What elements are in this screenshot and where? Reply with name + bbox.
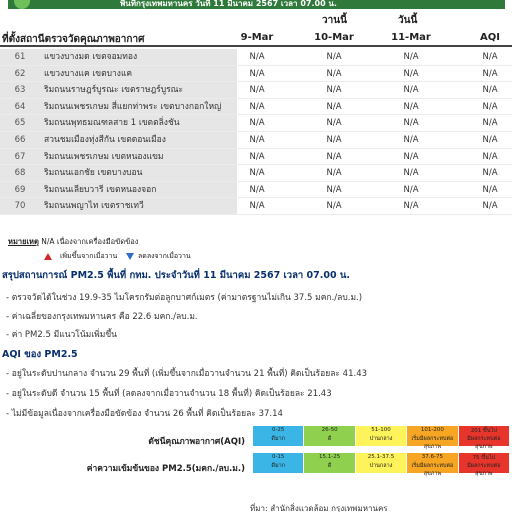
column-header: 9-Mar (240, 32, 274, 43)
station-number: 69 (0, 182, 40, 198)
station-name: แขวงบางมด เขตจอมทอง (40, 49, 237, 65)
column-header: 11-Mar (391, 32, 431, 43)
table-row (0, 99, 512, 116)
station-value: N/A (482, 168, 498, 179)
station-value: N/A (403, 151, 419, 162)
station-value: N/A (249, 118, 265, 129)
aqi-title: AQI ของ PM2.5 (2, 349, 78, 360)
station-name: ริมถนนพุทธมณฑลสาย 1 เขตตลิ่งชัน (40, 115, 237, 131)
station-number: 63 (0, 82, 40, 98)
station-value: N/A (482, 101, 498, 112)
station-value: N/A (482, 151, 498, 162)
station-number: 66 (0, 132, 40, 148)
summary-bullet: - ค่าเฉลี่ยของกรุงเทพมหานคร คือ 22.6 มคก./ลบ.ม. (6, 312, 198, 322)
up-triangle-icon (44, 253, 52, 260)
station-value: N/A (249, 201, 265, 212)
note-text: N/A เนื่องจากเครื่องมือขัดข้อง (41, 237, 139, 246)
aqi-bullet: - ไม่มีข้อมูลเนื่องจากเครื่องมือขัดข้อง จำนวน 26 พื้นที่ คิดเป็นร้อยละ 37.14 (6, 409, 283, 419)
station-name: ริมถนนเพชรเกษม เขตหนองแขม (40, 149, 237, 165)
station-value: N/A (249, 101, 265, 112)
aqi-scale-label: ดัชนีคุณภาพอากาศ(AQI) (148, 437, 245, 447)
summary-bullet: - ตรวจวัดได้ในช่วง 19.9-35 ไมโครกรัมต่อลูกบาศก์เมตร (ค่ามาตรฐานไม่เกิน 37.5 มคก./ลบ.ม.) (6, 293, 363, 303)
station-number: 67 (0, 149, 40, 165)
pm-scale-label: ค่าความเข้มข้นของ PM2.5(มคก./ลบ.ม.) (86, 464, 245, 474)
aqi-scale-range: 26-50 (321, 427, 338, 433)
station-name: ริมถนนเอกชัย เขตบางบอน (40, 165, 237, 181)
station-name: ริมถนนเพชรเกษม สี่แยกท่าพระ เขตบางกอกใหญ่ (40, 99, 237, 115)
aqi-scale-segment (356, 426, 407, 446)
station-number: 70 (0, 198, 40, 214)
aqi-scale-desc: ดีมาก (271, 436, 286, 442)
column-header: AQI (480, 32, 500, 43)
station-value: N/A (482, 118, 498, 129)
station-value: N/A (403, 168, 419, 179)
legend-down (126, 251, 191, 262)
station-name: ริมถนนเลียบวารี เขตหนองจอก (40, 182, 237, 198)
station-name: ริมถนนพญาไท เขตราชเทวี (40, 198, 237, 214)
station-value: N/A (403, 118, 419, 129)
legend-up (44, 251, 117, 262)
station-value: N/A (403, 52, 419, 62)
pm-scale-range: 75 ขึ้นไป (472, 455, 496, 461)
station-number: 62 (0, 66, 40, 82)
note (8, 236, 138, 248)
station-value: N/A (326, 184, 342, 195)
station-number: 64 (0, 99, 40, 115)
station-name: แขวงบางแค เขตบางแค (40, 66, 237, 82)
table-row (0, 49, 512, 66)
aqi-scale (253, 426, 510, 450)
pm-scale-segment (459, 453, 510, 477)
pm-scale-segment (304, 453, 355, 473)
pm-scale (253, 453, 510, 477)
station-value: N/A (482, 184, 498, 195)
down-triangle-icon (126, 253, 134, 260)
summary-bullet: - ค่า PM2.5 มีแนวโน้มเพิ่มขึ้น (6, 330, 117, 340)
aqi-scale-desc: ปานกลาง (369, 436, 393, 442)
station-value: N/A (326, 151, 342, 162)
station-value: N/A (403, 68, 419, 79)
table-row (0, 66, 512, 83)
station-value: N/A (403, 184, 419, 195)
aqi-scale-desc: ดี (327, 436, 332, 442)
station-value: N/A (326, 85, 342, 96)
pm-scale-range: 25.1-37.5 (367, 454, 395, 460)
pm-scale-desc: มีผลกระทบต่อสุขภาพ (467, 463, 501, 477)
station-value: N/A (249, 184, 265, 195)
station-table (0, 49, 512, 215)
station-value: N/A (326, 168, 342, 179)
station-value: N/A (249, 68, 265, 79)
table-row (0, 165, 512, 182)
station-number: 68 (0, 165, 40, 181)
pm-scale-range: 15.1-25 (318, 454, 341, 460)
aqi-scale-desc: เริ่มมีผลกระทบต่อสุขภาพ (411, 436, 454, 450)
station-value: N/A (326, 118, 342, 129)
station-value: N/A (403, 85, 419, 96)
aqi-scale-range: 201 ขึ้นไป (470, 428, 497, 434)
pm-scale-desc: ดี (327, 463, 332, 469)
station-value: N/A (482, 68, 498, 79)
station-number: 61 (0, 49, 40, 65)
station-number: 65 (0, 115, 40, 131)
pm-scale-segment (356, 453, 407, 473)
pm-scale-desc: ดีมาก (271, 463, 286, 469)
pm-scale-segment (253, 453, 304, 473)
top-banner-text: พื้นที่กรุงเทพมหานคร วันที่ 11 มีนาคม 2567 เวลา 07.00 น. (120, 0, 337, 8)
table-row (0, 149, 512, 166)
aqi-scale-segment (459, 426, 510, 450)
today-label: วันนี้ (398, 15, 418, 26)
summary-title: สรุปสถานการณ์ PM2.5 พื้นที่ กทม. ประจำวันที่ 11 มีนาคม 2567 เวลา 07.00 น. (2, 270, 351, 281)
station-value: N/A (326, 101, 342, 112)
station-value: N/A (326, 134, 342, 145)
top-banner (0, 0, 512, 9)
pm-scale-desc: ปานกลาง (369, 463, 393, 469)
pm-scale-desc: เริ่มมีผลกระทบต่อสุขภาพ (411, 463, 454, 477)
table-row (0, 198, 512, 215)
station-value: N/A (249, 85, 265, 96)
station-value: N/A (249, 151, 265, 162)
station-value: N/A (482, 134, 498, 145)
station-heading: ที่ตั้งสถานีตรวจวัดคุณภาพอากาศ (2, 34, 145, 45)
station-value: N/A (249, 168, 265, 179)
aqi-bullet: - อยู่ในระดับปานกลาง จำนวน 29 พื้นที่ (เพิ่มขึ้นจากเมื่อวานจำนวน 21 พื้นที่) คิดเป็นร้อยละ 41.43 (6, 369, 368, 379)
aqi-scale-segment (304, 426, 355, 446)
station-value: N/A (326, 52, 342, 62)
station-value: N/A (326, 68, 342, 79)
aqi-scale-segment (253, 426, 304, 446)
note-label: หมายเหตุ (8, 237, 39, 246)
aqi-scale-range: 51-100 (371, 427, 391, 433)
pm-scale-range: 0-15 (271, 454, 285, 460)
station-value: N/A (482, 52, 498, 62)
table-row (0, 82, 512, 99)
yesterday-label: วานนี้ (322, 15, 347, 26)
station-value: N/A (403, 101, 419, 112)
footer-text: ที่มา: สำนักสิ่งแวดล้อม กรุงเทพมหานคร (250, 504, 388, 512)
legend-down-text: ลดลงจากเมื่อวาน (138, 252, 191, 260)
station-value: N/A (482, 201, 498, 212)
station-value: N/A (326, 201, 342, 212)
pm-scale-range: 37.6-75 (421, 454, 444, 460)
aqi-scale-range: 101-200 (420, 427, 444, 433)
aqi-bullet: - อยู่ในระดับดี จำนวน 15 พื้นที่ (ลดลงจากเมื่อวานจำนวน 18 พื้นที่) คิดเป็นร้อยละ 21.43 (6, 389, 332, 399)
station-value: N/A (482, 85, 498, 96)
station-name: สวนชมเมืองทุ่งสีกัน เขตดอนเมือง (40, 132, 237, 148)
pm-scale-segment (407, 453, 458, 477)
aqi-scale-segment (407, 426, 458, 450)
legend-up-text: เพิ่มขึ้นจากเมื่อวาน (60, 252, 118, 260)
table-row (0, 182, 512, 199)
table-row (0, 132, 512, 149)
station-value: N/A (403, 134, 419, 145)
station-value: N/A (403, 201, 419, 212)
station-name: ริมถนนราษฎร์บูรณะ เขตราษฎร์บูรณะ (40, 82, 237, 98)
table-header (0, 30, 512, 47)
column-header: 10-Mar (314, 32, 354, 43)
table-row (0, 115, 512, 132)
station-value: N/A (249, 52, 265, 62)
station-value: N/A (249, 134, 265, 145)
aqi-scale-range: 0-25 (271, 427, 285, 433)
aqi-scale-desc: มีผลกระทบต่อสุขภาพ (467, 436, 501, 450)
